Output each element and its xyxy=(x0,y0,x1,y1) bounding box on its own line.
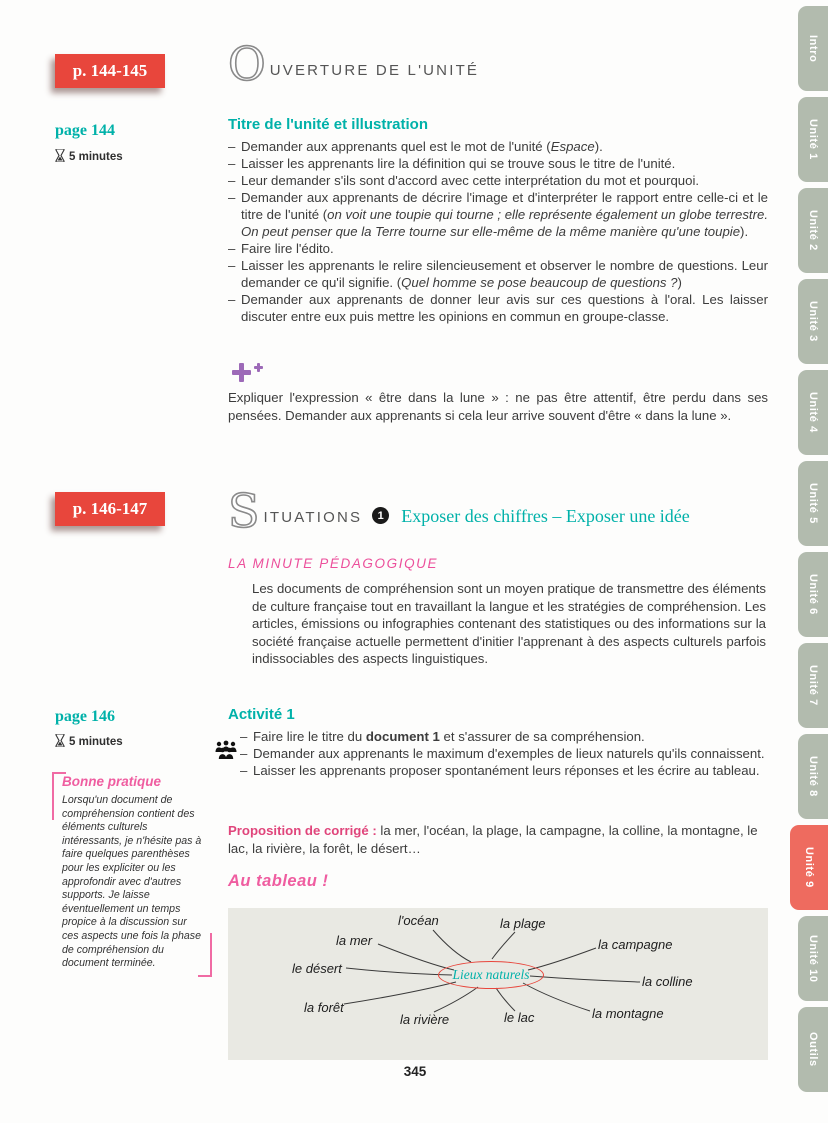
unit-tab-rail xyxy=(788,6,828,1098)
duration-2-label: 5 minutes xyxy=(69,736,123,748)
duration-2 xyxy=(55,734,123,750)
bonne-pratique-body: Lorsqu'un document de compréhension contient des éléments culturels intéressants, je n'hésite pas à faire quelques parenthèses pour les expliciter ou les approfondir avec d'autres supports. Je laisse éventuellement un temps propice à la discussion sur ces aspects une fois la phase de compréhension du document terminée. xyxy=(62,794,202,970)
ouverture-heading xyxy=(228,37,480,91)
hourglass-icon xyxy=(55,734,65,750)
tab-unite-3[interactable]: Unité 3 xyxy=(798,279,828,364)
instruction-item: – Laisser les apprenants le relire silencieusement et observer le nombre de questions. Leur demander ce qu'il signifie. (Quel homme se pose beaucoup de questions ?) xyxy=(228,257,768,291)
mindmap-node: la rivière xyxy=(400,1012,450,1027)
bonne-pratique-note xyxy=(52,772,212,977)
au-tableau-label: Au tableau ! xyxy=(228,872,329,890)
mindmap-node: l'océan xyxy=(398,913,439,928)
instruction-item: – Demander aux apprenants le maximum d'exemples de lieux naturels qu'ils connaissent. xyxy=(240,745,768,762)
tab-unite-10[interactable]: Unité 10 xyxy=(798,916,828,1001)
tab-unite-2[interactable]: Unité 2 xyxy=(798,188,828,273)
tab-outils[interactable]: Outils xyxy=(798,1007,828,1092)
ouverture-subheading: Titre de l'unité et illustration xyxy=(228,116,428,133)
page-144-label: page 144 xyxy=(55,122,115,139)
proposition-corrige xyxy=(228,822,768,857)
activite-1-instructions-list xyxy=(240,728,768,779)
plus-icon xyxy=(232,363,251,382)
tab-unite-6[interactable]: Unité 6 xyxy=(798,552,828,637)
page-range-box-146-147: p. 146-147 xyxy=(55,492,165,526)
tab-unite-8[interactable]: Unité 8 xyxy=(798,734,828,819)
page-146-label: page 146 xyxy=(55,708,115,725)
mindmap-board xyxy=(228,908,768,1060)
group-work-icon xyxy=(214,740,238,764)
hourglass-icon xyxy=(55,149,65,165)
ouverture-heading-text: UVERTURE DE L'UNITÉ xyxy=(269,62,480,79)
expression-note: Expliquer l'expression « être dans la lune » : ne pas être attentif, être perdu dans ses pensées. Demander aux apprenants si cela leur arrive souvent d'être « dans la lune ». xyxy=(228,390,768,423)
proposition-corrige-text: la mer, l'océan, la plage, la campagne, la colline, la montagne, le lac, la rivière, la forêt, le désert… xyxy=(228,823,758,856)
situations-heading xyxy=(228,484,690,538)
bonne-pratique-title: Bonne pratique xyxy=(62,774,162,789)
ornate-initial-o: O xyxy=(228,37,266,91)
mindmap-node: la mer xyxy=(336,933,373,948)
instruction-item: – Faire lire l'édito. xyxy=(228,240,768,257)
situation-number-badge: 1 xyxy=(372,507,389,524)
instruction-item: – Faire lire le titre du document 1 et s'assurer de sa compréhension. xyxy=(240,728,768,745)
mindmap-node: le lac xyxy=(504,1010,535,1025)
mindmap-node: la colline xyxy=(642,974,693,989)
minute-pedagogique-heading: LA MINUTE PÉDAGOGIQUE xyxy=(228,556,439,571)
tab-intro[interactable]: Intro xyxy=(798,6,828,91)
mindmap-node: la forêt xyxy=(304,1000,344,1015)
instruction-item: – Laisser les apprenants proposer spontanément leurs réponses et les écrire au tableau. xyxy=(240,762,768,779)
instruction-item: – Demander aux apprenants quel est le mot de l'unité (Espace). xyxy=(228,138,768,155)
duration-1-label: 5 minutes xyxy=(69,151,123,163)
instruction-item: – Demander aux apprenants de décrire l'image et d'interpréter le rapport entre celle-ci et le titre de l'unité (on voit une toupie qui tourne ; elle représente également un globe terrestre. On peut penser que la Terre tourne sur elle-même de la même manière qu'une toupie). xyxy=(228,189,768,240)
mindmap-node: la plage xyxy=(500,916,546,931)
tab-unite-7[interactable]: Unité 7 xyxy=(798,643,828,728)
plus-icon-small xyxy=(254,363,263,372)
mindmap-center-node: Lieux naturels xyxy=(438,961,544,989)
page-range-box-144-145: p. 144-145 xyxy=(55,54,165,88)
mindmap-node: la montagne xyxy=(592,1006,664,1021)
tab-unite-5[interactable]: Unité 5 xyxy=(798,461,828,546)
situations-heading-text: ITUATIONS xyxy=(263,509,363,526)
minute-pedagogique-body: Les documents de compréhension sont un moyen pratique de transmettre des éléments de culture française tout en travaillant la langue et les stratégies de compréhension. Les articles, émissions ou infographies contenant des statistiques ou des informations sur la société française actuelle permettent d'initier l'apprenant à des aspects culturels parfois indissociables des aspects linguistiques. xyxy=(252,581,766,666)
ornate-initial-s: S xyxy=(228,484,260,538)
tab-unite-4[interactable]: Unité 4 xyxy=(798,370,828,455)
activite-1-heading: Activité 1 xyxy=(228,706,295,723)
mindmap-node: la campagne xyxy=(598,937,673,952)
mindmap-node: le désert xyxy=(292,961,342,976)
tab-unite-1[interactable]: Unité 1 xyxy=(798,97,828,182)
instruction-item: – Demander aux apprenants de donner leur avis sur ces questions à l'oral. Les laisser discuter entre eux puis mettre les opinions en commun en groupe-classe. xyxy=(228,291,768,325)
proposition-corrige-label: Proposition de corrigé : xyxy=(228,823,377,838)
tab-unite-9[interactable]: Unité 9 xyxy=(790,825,828,910)
ouverture-instructions-list xyxy=(228,138,768,325)
duration-1 xyxy=(55,149,123,165)
instruction-item: – Laisser les apprenants lire la définition qui se trouve sous le titre de l'unité. xyxy=(228,155,768,172)
situation-subtitle: Exposer des chiffres – Exposer une idée xyxy=(401,506,690,526)
extra-tip-marker xyxy=(232,363,263,382)
instruction-item: – Leur demander s'ils sont d'accord avec cette interprétation du mot et pourquoi. xyxy=(228,172,768,189)
page-number: 345 xyxy=(403,1064,427,1079)
